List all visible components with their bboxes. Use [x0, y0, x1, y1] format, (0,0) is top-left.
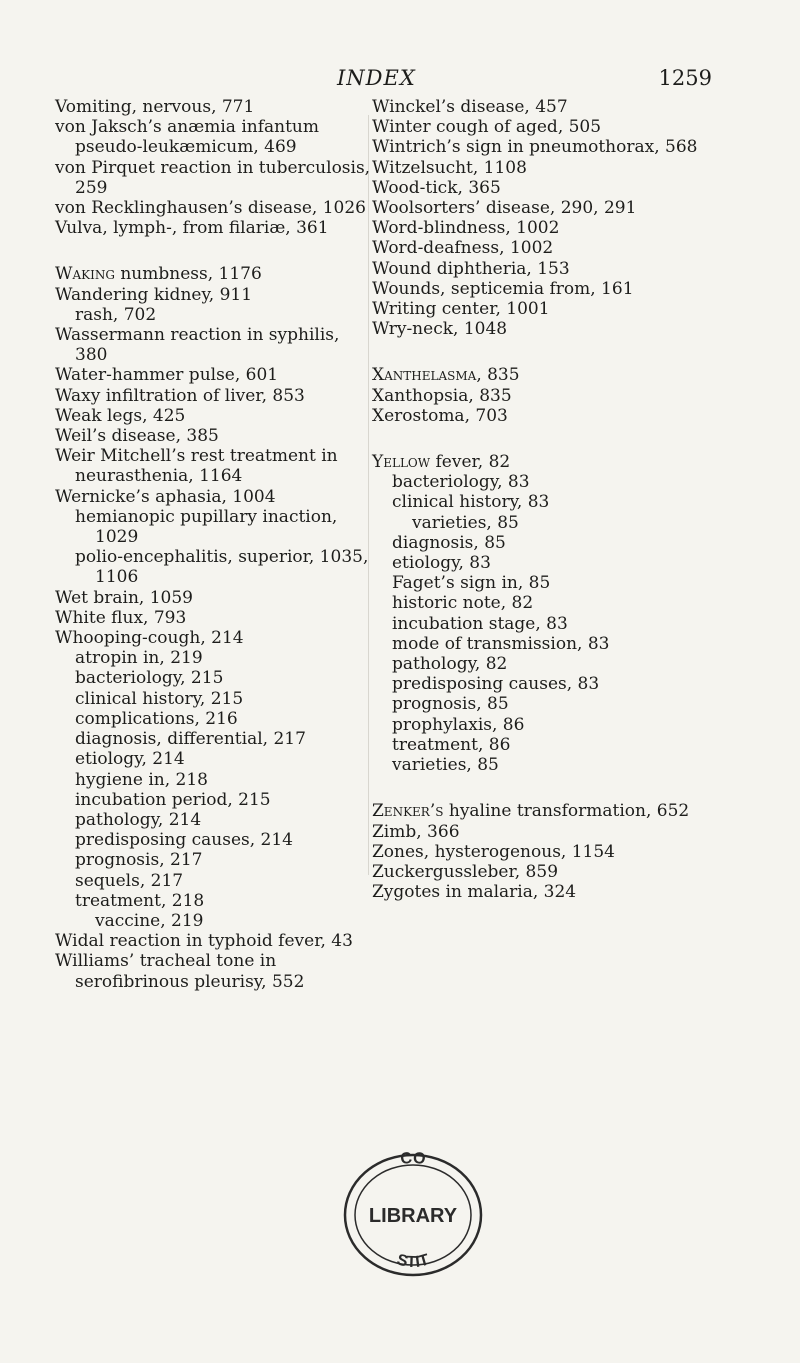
index-entry: Vomiting, nervous, 771 — [55, 97, 255, 117]
entry-rest: , 835 — [476, 365, 520, 386]
index-subentry: prognosis, 217 — [75, 850, 203, 871]
index-subentry: clinical history, 215 — [75, 688, 244, 709]
stamp-center-text: LIBRARY — [368, 1205, 458, 1227]
index-entry: Wernicke’s aphasia, 1004 — [55, 486, 276, 507]
index-entry: Zygotes in malaria, 324 — [372, 882, 577, 903]
index-subentry: varieties, 85 — [392, 755, 499, 776]
index-entry: Williams’ tracheal tone in serofibrinous pleurisy, 552 — [55, 951, 305, 992]
index-entry: Zuckergussleber, 859 — [372, 861, 559, 882]
index-subentry: hygiene in, 218 — [75, 769, 208, 790]
index-subentry: bacteriology, 83 — [392, 472, 530, 493]
index-entry: von Recklinghausen’s disease, 1026 — [55, 198, 366, 219]
index-column-left — [55, 97, 375, 992]
index-entry: Wry-neck, 1048 — [372, 319, 508, 340]
index-entry: Vulva, lymph-, from filariæ, 361 — [55, 218, 329, 239]
index-entry: Xerostoma, 703 — [372, 405, 508, 426]
library-stamp-graphic — [338, 1150, 488, 1280]
entry-rest: hyaline transformation, 652 — [443, 801, 690, 822]
index-subentry: diagnosis, 85 — [392, 532, 506, 553]
index-entry: von Jaksch’s anæmia infantum pseudo-leukæmicum, 469 — [55, 117, 319, 158]
index-entry-z-first — [372, 801, 732, 821]
index-entry: Zones, hysterogenous, 1154 — [372, 841, 615, 862]
index-subentry: bacteriology, 215 — [75, 668, 224, 689]
index-entry-x-first — [372, 365, 732, 385]
section-gap — [372, 426, 732, 452]
index-entry-y-first — [372, 452, 732, 472]
index-subentry: treatment, 86 — [392, 734, 511, 755]
index-entry: Winckel’s disease, 457 — [372, 97, 568, 117]
index-entry: White flux, 793 — [55, 607, 187, 628]
index-subentry: sequels, 217 — [75, 870, 184, 891]
index-entry: Weir Mitchell’s rest treatment in neurasthenia, 1164 — [55, 446, 338, 487]
index-subentry: prognosis, 85 — [392, 694, 509, 715]
index-entry: Xanthopsia, 835 — [372, 385, 512, 406]
section-gap — [372, 775, 732, 801]
index-subentry: hemianopic pupillary inaction, 1029 — [75, 506, 338, 548]
section-gap — [55, 238, 375, 264]
index-entry: von Pirquet reaction in tuberculosis, 259 — [55, 157, 371, 198]
index-entry: Waxy infiltration of liver, 853 — [55, 385, 305, 406]
index-entry: Wet brain, 1059 — [55, 587, 193, 608]
index-subentry: pathology, 82 — [392, 654, 508, 675]
section-gap — [372, 339, 732, 365]
index-entry: Wound diphtheria, 153 — [372, 258, 570, 279]
entry-rest: numbness, 1176 — [114, 264, 262, 285]
index-entry: Weak legs, 425 — [55, 405, 186, 426]
index-entry: Word-blindness, 1002 — [372, 218, 560, 239]
index-subentry: etiology, 214 — [75, 749, 185, 770]
index-subentry: historic note, 82 — [392, 593, 534, 614]
index-subentry: rash, 702 — [75, 304, 157, 325]
entry-lead: Yellow — [372, 452, 431, 473]
running-title: INDEX — [337, 66, 416, 90]
index-subentry: pathology, 214 — [75, 809, 202, 830]
entry-lead: Zenker’s — [372, 801, 444, 822]
index-column-right — [372, 97, 732, 902]
stamp-bottom-text: STIT — [394, 1251, 432, 1272]
index-subentry: prophylaxis, 86 — [392, 714, 525, 735]
index-subentry: predisposing causes, 214 — [75, 830, 293, 851]
page-number: 1259 — [658, 66, 712, 90]
library-stamp — [338, 1150, 488, 1280]
index-subentry: etiology, 83 — [392, 553, 491, 574]
index-subentry: incubation stage, 83 — [392, 613, 568, 634]
index-entry: Witzelsucht, 1108 — [372, 157, 527, 178]
index-entry: Wassermann reaction in syphilis, 380 — [55, 325, 340, 366]
index-entry-w-first — [55, 264, 375, 284]
stamp-top-text: CO — [399, 1150, 427, 1169]
index-entry: Winter cough of aged, 505 — [372, 117, 602, 138]
index-entry: Zimb, 366 — [372, 821, 460, 842]
index-subentry: complications, 216 — [75, 708, 238, 729]
index-subentry: atropin in, 219 — [75, 648, 203, 669]
entry-lead: Waking — [55, 264, 115, 285]
index-subsubentry: varieties, 85 — [412, 512, 519, 533]
index-entry: Water-hammer pulse, 601 — [55, 365, 279, 386]
index-subentry: treatment, 218 — [75, 890, 205, 911]
index-subentry: diagnosis, differential, 217 — [75, 729, 306, 750]
index-subsubentry: vaccine, 219 — [95, 910, 204, 931]
index-subentry: clinical history, 83 — [392, 492, 550, 513]
index-entry: Wintrich’s sign in pneumothorax, 568 — [372, 137, 698, 158]
index-entry: Widal reaction in typhoid fever, 43 — [55, 931, 353, 952]
page-header — [0, 60, 800, 92]
index-subentry: polio-encephalitis, superior, 1035, 1106 — [75, 547, 369, 588]
index-entry: Wandering kidney, 911 — [55, 284, 253, 305]
index-entry: Wood-tick, 365 — [372, 177, 501, 198]
index-entry: Weil’s disease, 385 — [55, 426, 219, 447]
index-entry: Word-deafness, 1002 — [372, 238, 554, 259]
index-subentry: predisposing causes, 83 — [392, 674, 600, 695]
index-entry: Whooping-cough, 214 — [55, 628, 244, 649]
index-subentry: Faget’s sign in, 85 — [392, 573, 551, 594]
index-entry: Woolsorters’ disease, 290, 291 — [372, 198, 637, 219]
index-entry: Writing center, 1001 — [372, 299, 550, 320]
index-subentry: incubation period, 215 — [75, 789, 271, 810]
entry-rest: fever, 82 — [430, 452, 511, 473]
entry-lead: Xanthelasma — [372, 365, 477, 386]
index-entry: Wounds, septicemia from, 161 — [372, 278, 634, 299]
index-subentry: mode of transmission, 83 — [392, 633, 610, 654]
